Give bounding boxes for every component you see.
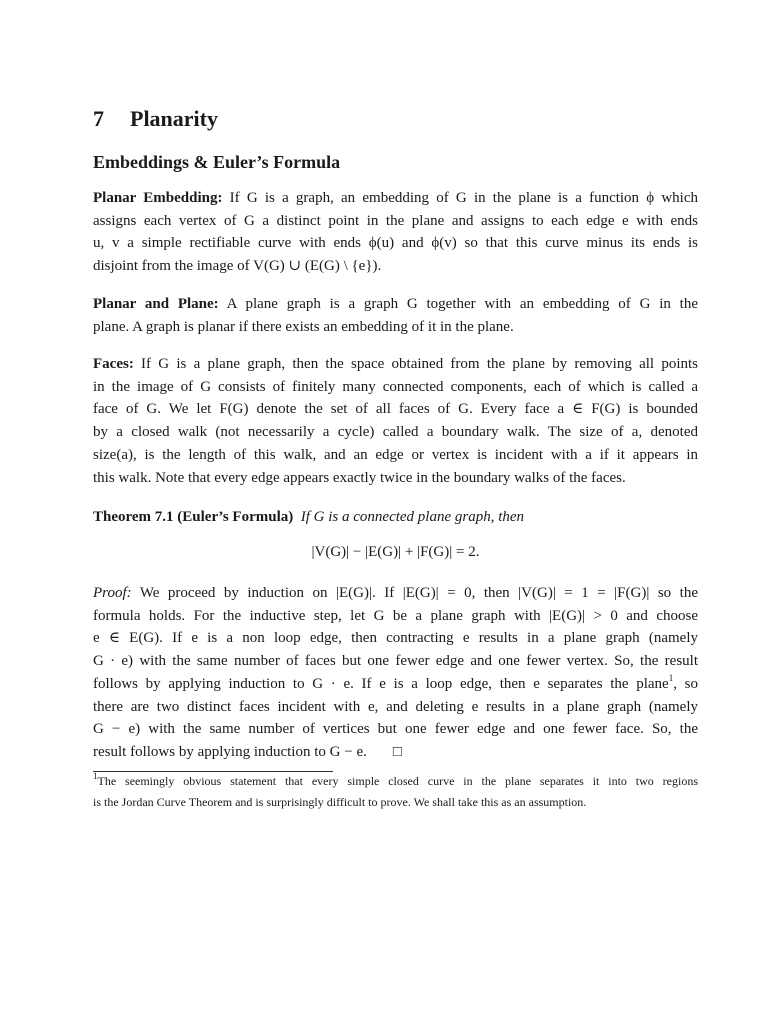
planar-embedding-line-4: disjoint from the image of V(G) ∪ (E(G) \ {e}).: [93, 258, 382, 275]
proof-line-5-tail: , so: [673, 675, 698, 692]
proof-line-8: result follows by applying induction to G − e.: [93, 743, 367, 760]
euler-formula-equation: |V(G)| − |E(G)| + |F(G)| = 2.: [311, 544, 480, 560]
faces-term: Faces:: [93, 356, 134, 372]
theorem-statement: If G is a connected plane graph, then: [300, 509, 525, 525]
proof-line-7: G − e) with the same number of vertices but one fewer edge and one fewer face. So, the: [93, 721, 698, 738]
proof-paragraph: [93, 582, 698, 764]
section-number: 7: [93, 106, 104, 131]
footnote-line-1: The seemingly obvious statement that every simple closed curve in the plane separates it into two regions: [97, 774, 698, 788]
faces-line-3: face of G. We let F(G) denote the set of all faces of G. Every face a ∈ F(G) is bounded: [93, 401, 698, 418]
footnote-line-2: is the Jordan Curve Theorem and is surprisingly difficult to prove. We shall take this as an assumption.: [93, 794, 587, 809]
planar-embedding-paragraph: [93, 187, 698, 278]
faces-line-1: If G is a plane graph, then the space obtained from the plane by removing all points: [133, 356, 698, 372]
planar-embedding-line-2: assigns each vertex of G a distinct point in the plane and assigns to each edge e with ends: [93, 212, 698, 229]
section-title: Planarity: [130, 106, 218, 131]
faces-paragraph: [93, 353, 698, 489]
planar-embedding-line-3: u, v a simple rectifiable curve with ends ϕ(u) and ϕ(v) so that this curve minus its ends is: [93, 235, 698, 252]
planar-and-plane-term: Planar and Plane:: [93, 296, 219, 312]
theorem: [93, 506, 698, 529]
proof-line-1: We proceed by induction on |E(G)|. If |E(G)| = 0, then |V(G)| = 1 = |F(G)| so the: [131, 585, 698, 601]
subsection-heading: Embeddings & Euler’s Formula: [93, 152, 341, 172]
faces-line-2: in the image of G consists of finitely many connected components, each of which is called a: [93, 378, 698, 395]
planar-and-plane-line-2: plane. A graph is planar if there exists an embedding of it in the plane.: [93, 318, 514, 335]
proof-line-2: formula holds. For the inductive step, let G be a plane graph with |E(G)| > 0 and choose: [93, 607, 698, 624]
proof-line-3: e ∈ E(G). If e is a non loop edge, then contracting e results in a plane graph (namely: [93, 630, 698, 647]
planar-embedding-term: Planar Embedding:: [93, 190, 223, 206]
planar-and-plane-paragraph: [93, 293, 698, 338]
proof-label: Proof:: [93, 585, 132, 601]
footnote-mark: 1: [93, 771, 98, 781]
proof-line-6: there are two distinct faces incident with e, and deleting e results in a plane graph (namely: [93, 698, 698, 715]
faces-line-5: size(a), is the length of this walk, and an edge or vertex is incident with a if it appears in: [93, 446, 698, 463]
section-heading: [93, 106, 218, 132]
proof-line-5: follows by applying induction to G · e. If e is a loop edge, then e separates the plane: [93, 675, 669, 692]
proof-line-4: G · e) with the same number of faces but one fewer edge and one fewer vertex. So, the result: [93, 653, 698, 670]
faces-line-4: by a closed walk (not necessarily a cycle) called a boundary walk. The size of a, denoted: [93, 424, 698, 441]
faces-line-6: this walk. Note that every edge appears exactly twice in the boundary walks of the faces.: [93, 469, 626, 486]
planar-and-plane-line-1: A plane graph is a graph G together with an embedding of G in the: [218, 296, 698, 312]
footnote: [93, 771, 698, 812]
footnote-reference[interactable]: 1: [668, 672, 674, 683]
planar-embedding-line-1: If G is a graph, an embedding of G in the plane is a function ϕ which: [222, 190, 699, 206]
qed-symbol: □: [392, 743, 402, 760]
theorem-label: Theorem 7.1 (Euler’s Formula): [93, 509, 294, 525]
